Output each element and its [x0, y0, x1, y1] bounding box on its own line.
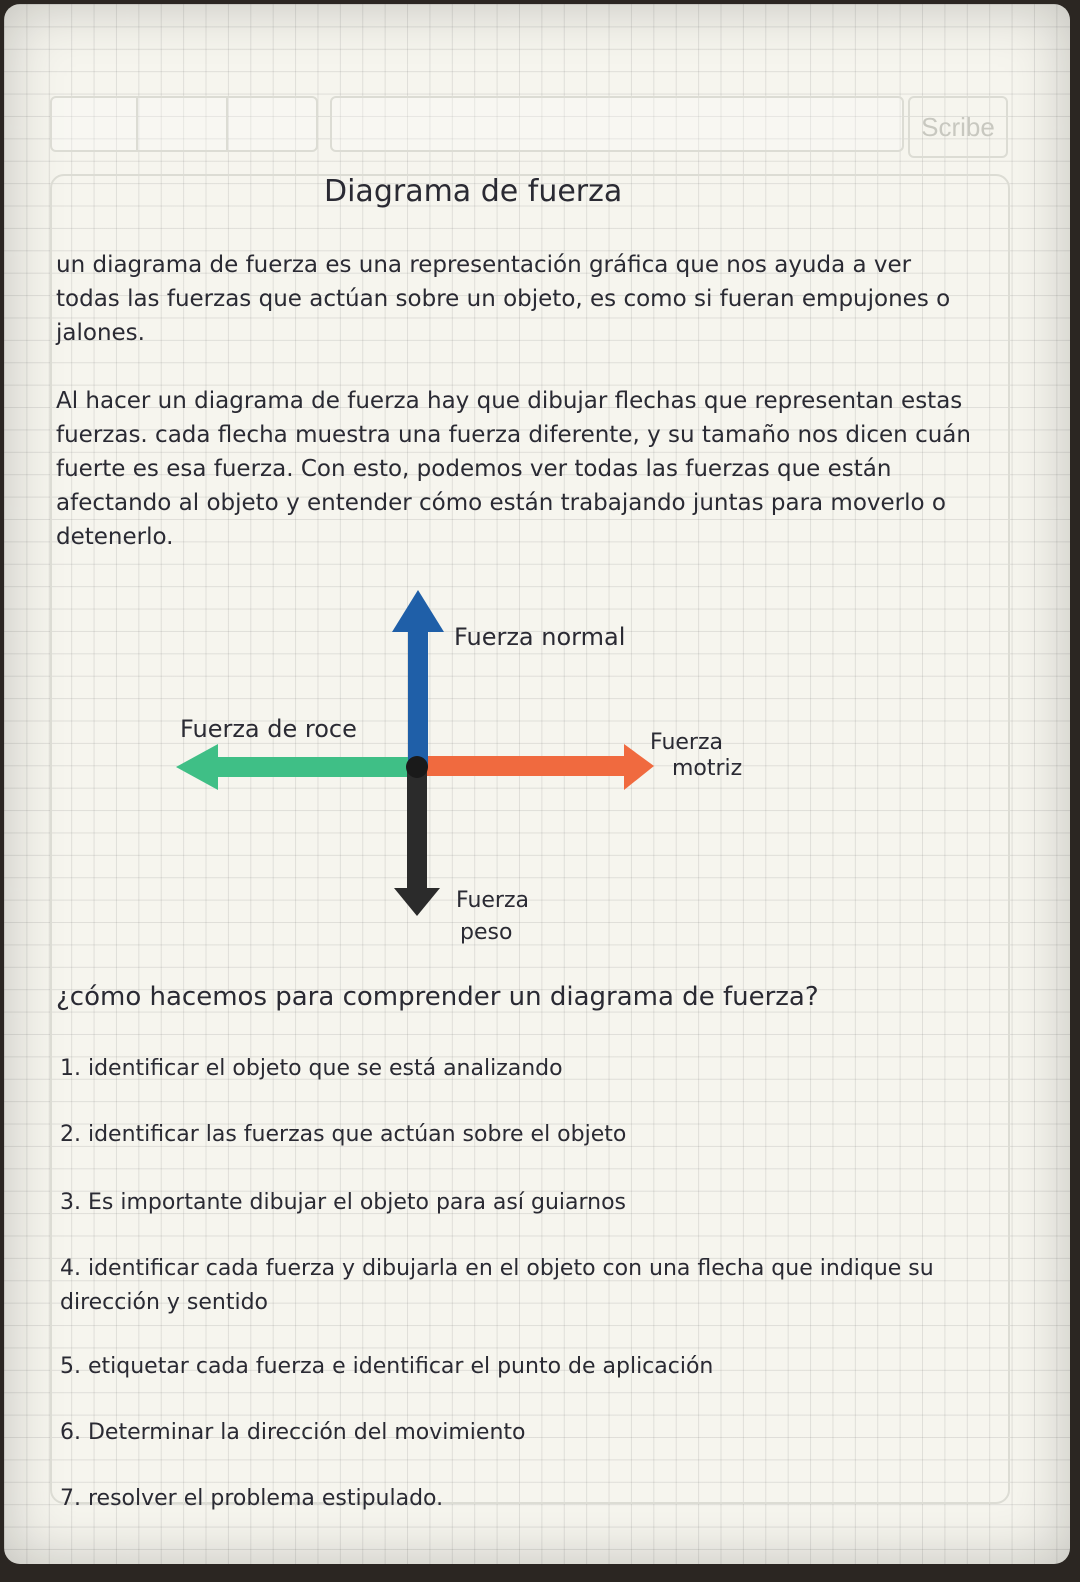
arrow-motriz [418, 744, 654, 790]
label-fuerza-roce: Fuerza de roce [180, 715, 357, 743]
arrow-peso-shaft [407, 768, 427, 892]
step-item: 1. identificar el objeto que se está analizando [60, 1056, 563, 1081]
arrow-motriz-shaft [418, 756, 628, 776]
step-item: 7. resolver el problema estipulado. [60, 1486, 444, 1511]
paragraph-intro: un diagrama de fuerza es una representación gráfica que nos ayuda a ver todas las fuerzas que actúan sobre un objeto, es como si fueran empujones o jalones. [56, 252, 951, 346]
arrow-friction-head [176, 744, 218, 790]
label-fuerza-motriz-1: Fuerza [650, 730, 724, 755]
label-fuerza-peso-1: Fuerza [456, 888, 530, 913]
notebook-page [4, 4, 1070, 1564]
step-item: 6. Determinar la dirección del movimiento [60, 1420, 526, 1445]
arrow-friction [176, 744, 418, 790]
step-item: 3. Es importante dibujar el objeto para así guiarnos [60, 1190, 627, 1215]
brand-logo: Scribe [908, 96, 1008, 158]
label-fuerza-peso-2: peso [460, 920, 513, 945]
label-fuerza-motriz-2: motriz [672, 756, 743, 781]
paragraph-explanation: Al hacer un diagrama de fuerza hay que dibujar flechas que representan estas fuerzas. cada flecha muestra una fuerza diferente, y su tamaño nos dicen cuán fuerte es esa fuerza. Con esto, podemos ver todas las fuerzas que están afectando al objeto y entender cómo están trabajando juntas para moverlo o detenerlo. [56, 388, 971, 550]
step-item: 2. identificar las fuerzas que actúan sobre el objeto [60, 1122, 627, 1147]
arrow-normal [392, 590, 444, 768]
arrow-normal-head [392, 590, 444, 632]
page-title: Diagrama de fuerza [324, 174, 623, 209]
object-point [406, 756, 428, 778]
arrow-friction-shaft [214, 757, 418, 777]
arrow-normal-shaft [408, 626, 428, 768]
step-item: 5. etiquetar cada fuerza e identificar el punto de aplicación [60, 1354, 714, 1379]
label-fuerza-normal: Fuerza normal [454, 623, 626, 651]
arrow-peso-head [394, 888, 440, 916]
step-item: 4. identificar cada fuerza y dibujarla en el objeto con una flecha que indique su dirección y sentido [60, 1256, 934, 1315]
arrow-peso [394, 768, 440, 916]
force-diagram [4, 4, 1070, 1564]
question-heading: ¿cómo hacemos para comprender un diagrama de fuerza? [56, 982, 819, 1012]
